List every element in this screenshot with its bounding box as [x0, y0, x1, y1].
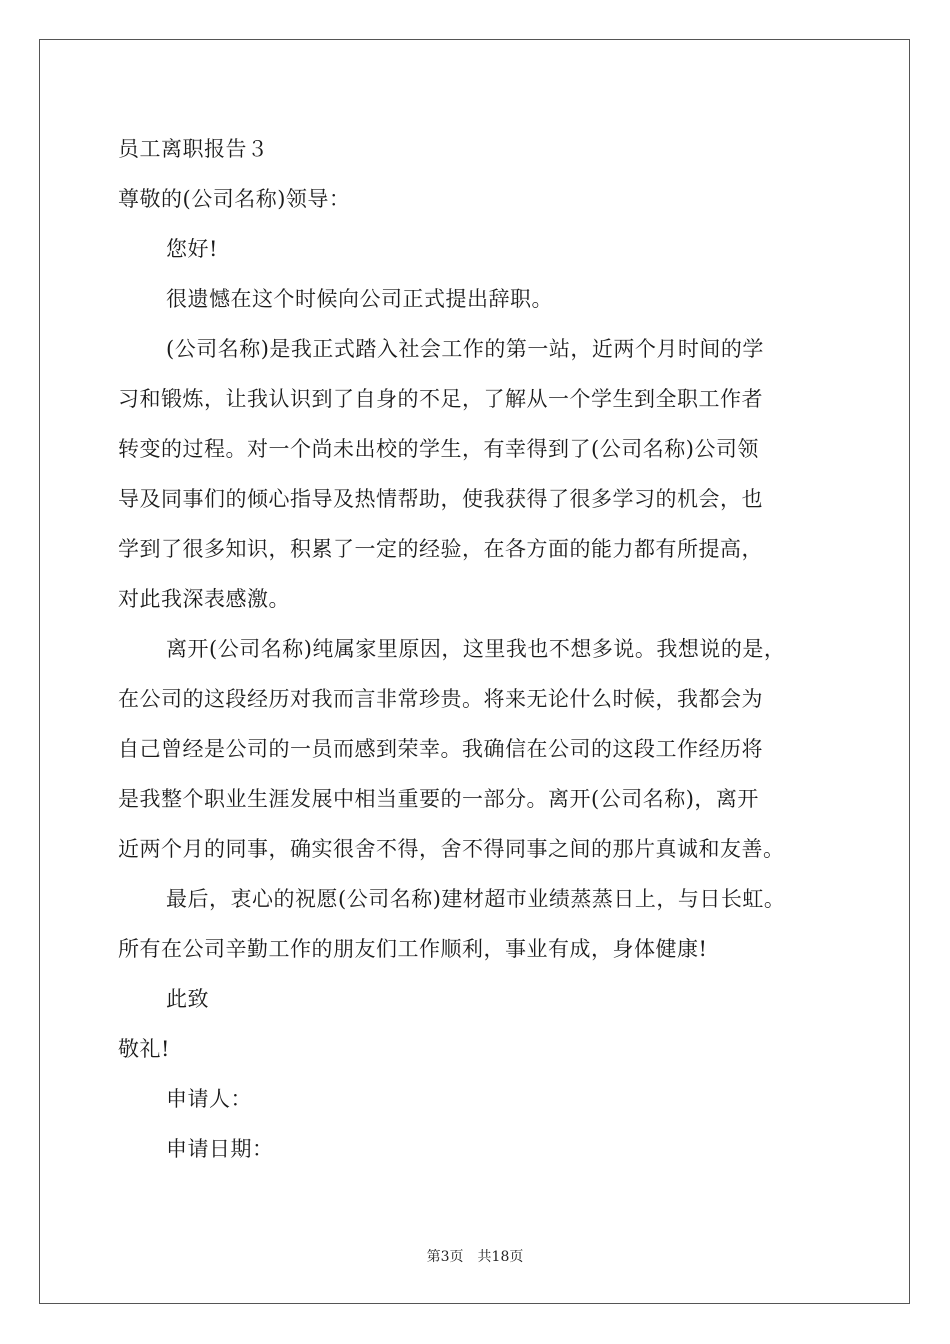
page-frame	[39, 39, 910, 1304]
paragraph-3-line: 自己曾经是公司的一员而感到荣幸。我确信在公司的这段工作经历将	[118, 737, 763, 761]
date-label: 申请日期：	[166, 1137, 274, 1161]
paragraph-3-line: 在公司的这段经历对我而言非常珍贵。将来无论什么时候，我都会为	[118, 687, 763, 711]
paragraph-2-line: 导及同事们的倾心指导及热情帮助，使我获得了很多学习的机会，也	[118, 487, 763, 511]
paragraph-3-line: 近两个月的同事，确实很舍不得，舍不得同事之间的那片真诚和友善。	[118, 837, 785, 861]
page-footer	[0, 1247, 950, 1267]
salutation: 尊敬的(公司名称)领导：	[118, 187, 351, 211]
paragraph-2-line: 习和锻炼，让我认识到了自身的不足，了解从一个学生到全职工作者	[118, 387, 763, 411]
page-total: 共18页	[477, 1249, 524, 1265]
paragraph-3-line: 离开(公司名称)纯属家里原因，这里我也不想多说。我想说的是，	[166, 637, 786, 661]
paragraph-1: 很遗憾在这个时候向公司正式提出辞职。	[166, 287, 553, 311]
paragraph-4-line: 所有在公司辛勤工作的朋友们工作顺利，事业有成，身体健康!	[118, 937, 708, 961]
page-number: 第3页	[426, 1249, 464, 1265]
closing-line-2: 敬礼!	[118, 1037, 170, 1061]
paragraph-2-line: 学到了很多知识，积累了一定的经验，在各方面的能力都有所提高，	[118, 537, 763, 561]
paragraph-3-line: 是我整个职业生涯发展中相当重要的一部分。离开(公司名称)，离开	[118, 787, 759, 811]
applicant-label: 申请人：	[166, 1087, 252, 1111]
paragraph-4-line: 最后，衷心的祝愿(公司名称)建材超市业绩蒸蒸日上，与日长虹。	[166, 887, 786, 911]
document-title: 员工离职报告３	[118, 137, 269, 161]
paragraph-2-line: 转变的过程。对一个尚未出校的学生，有幸得到了(公司名称)公司领	[118, 437, 759, 461]
paragraph-2-line: 对此我深表感激。	[118, 587, 290, 611]
greeting: 您好!	[166, 237, 218, 261]
closing-line-1: 此致	[166, 987, 209, 1011]
paragraph-2-line: (公司名称)是我正式踏入社会工作的第一站，近两个月时间的学	[166, 337, 764, 361]
